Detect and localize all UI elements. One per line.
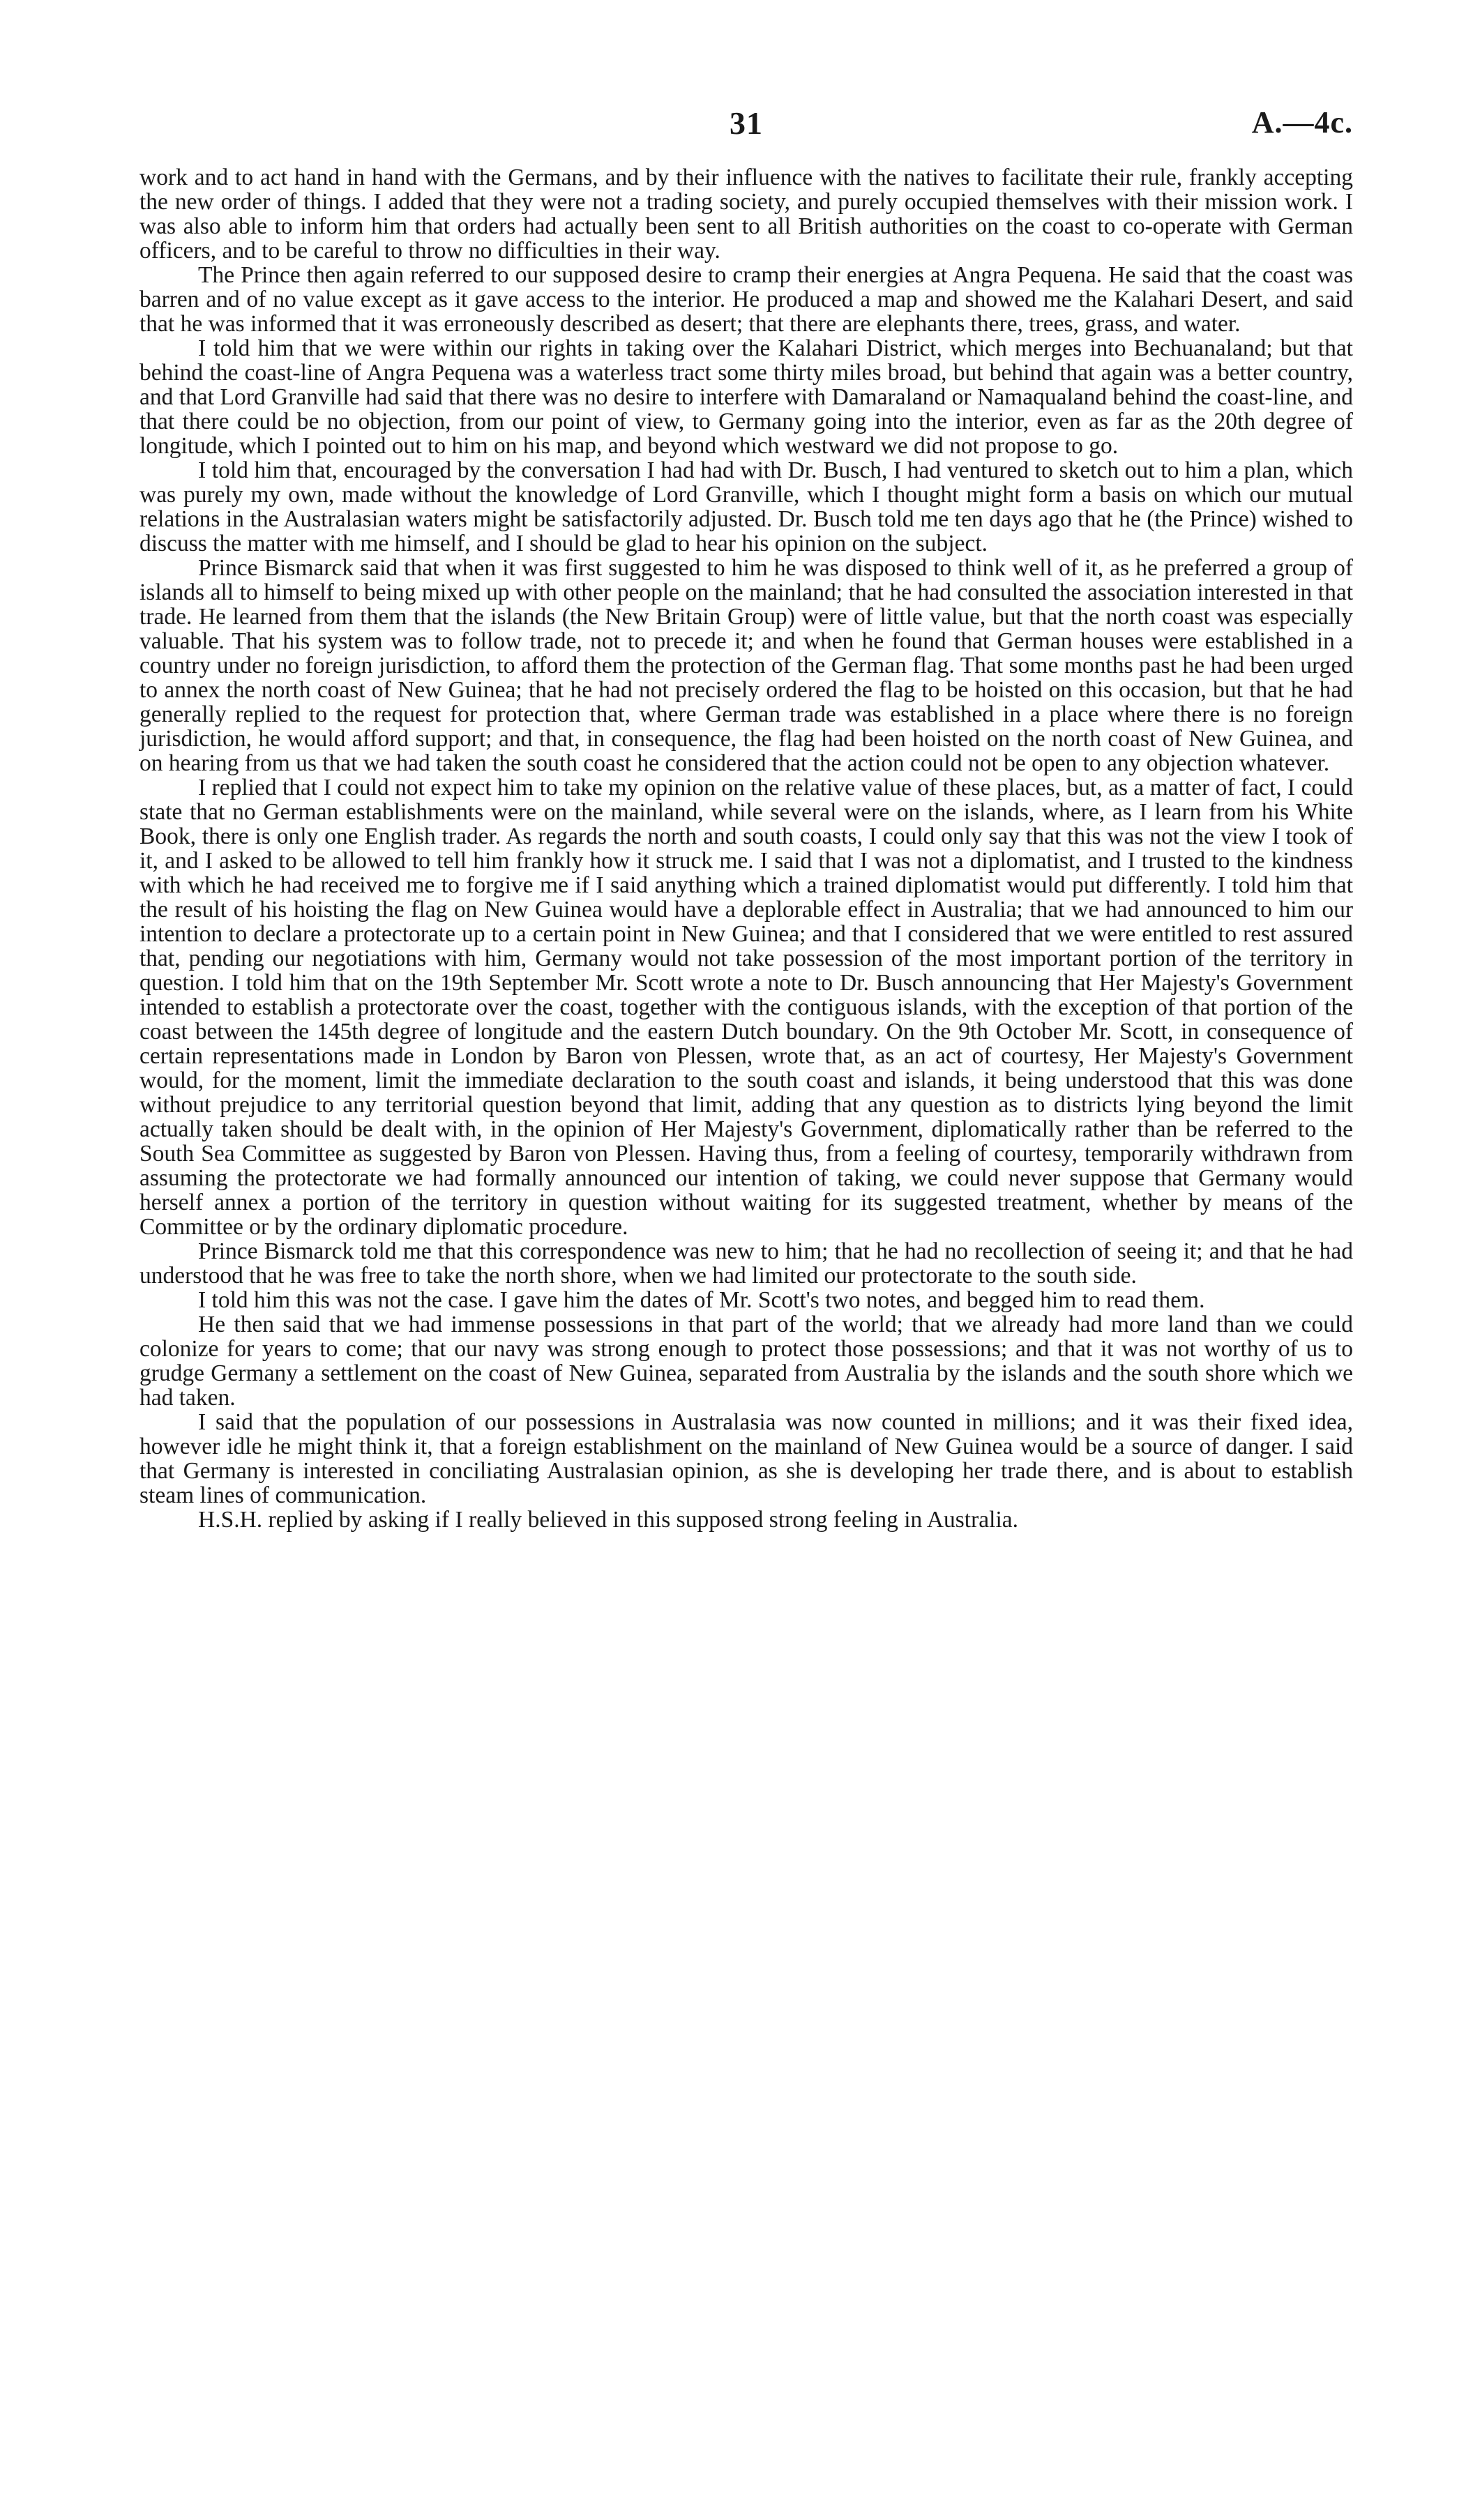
document-reference: A.—4c. <box>1251 105 1353 139</box>
paragraph-8: I told him this was not the case. I gave him the dates of Mr. Scott's two notes, and begged him to read them. <box>198 1287 1205 1313</box>
body-text <box>139 165 1353 1532</box>
paragraph-3: I told him that we were within our rights in taking over the Kalahari District, which merges into Bechuanaland; but that behind the coast-line of Angra Pequena was a waterless tract some thirty miles broad, but behind that again was a better country, and that Lord Granville had said that there was no desire to interfere with Damaraland or Namaqualand behind the coast-line, and that there could be no objection, from our point of view, to Germany going into the interior, even as far as the 20th degree of longitude, which I pointed out to him on his map, and beyond which westward we did not propose to go. <box>139 335 1353 459</box>
paragraph-4: I told him that, encouraged by the conversation I had had with Dr. Busch, I had ventured to sketch out to him a plan, which was purely my own, made without the knowledge of Lord Granville, which I thought might form a basis on which our mutual relations in the Australasian waters might be satisfactorily adjusted. Dr. Busch told me ten days ago that he (the Prince) wished to discuss the matter with me himself, and I should be glad to hear his opinion on the subject. <box>139 457 1353 556</box>
page-header <box>139 105 1353 146</box>
paragraph-6: I replied that I could not expect him to take my opinion on the relative value of these places, but, as a matter of fact, I could state that no German establishments were on the mainland, while several were on the islands, where, as I learn from his White Book, there is only one English trader. As regards the north and south coasts, I could only say that this was not the view I took of it, and I asked to be allowed to tell him frankly how it struck me. I said that I was not a diplomatist, and I trusted to the kindness with which he had received me to forgive me if I said anything which a trained diplomatist would put differently. I told him that the result of his hoisting the flag on New Guinea would have a deplorable effect in Australia; that we had announced to him our intention to declare a protectorate up to a certain point in New Guinea; and that I considered that we were entitled to rest assured that, pending our negotiations with him, Germany would not take possession of the most important portion of the territory in question. I told him that on the 19th September Mr. Scott wrote a note to Dr. Busch announcing that Her Majesty's Government intended to establish a protectorate over the coast, together with the contiguous islands, with the exception of that portion of the coast between the 145th degree of longitude and the eastern Dutch boundary. On the 9th October Mr. Scott, in consequence of certain representations made in London by Baron von Plessen, wrote that, as an act of courtesy, Her Majesty's Government would, for the moment, limit the immediate declaration to the south coast and islands, it being understood that this was done without prejudice to any territorial question beyond that limit, adding that any question as to districts lying beyond the limit actually taken should be dealt with, in the opinion of Her Majesty's Government, diplomatically rather than be referred to the South Sea Committee as suggested by Baron von Plessen. Having thus, from a feeling of courtesy, temporarily withdrawn from assuming the protectorate we had formally announced our intention of taking, we could never suppose that Germany would herself annex a portion of the territory in question without waiting for its suggested treatment, whether by means of the Committee or by the ordinary diplomatic procedure. <box>139 775 1353 1240</box>
page-number: 31 <box>730 105 763 141</box>
paragraph-11: H.S.H. replied by asking if I really believed in this supposed strong feeling in Australia. <box>198 1507 1019 1533</box>
paragraph-9: He then said that we had immense possessions in that part of the world; that we already had more land than we could colonize for years to come; that our navy was strong enough to protect those possessions; and that it was not worthy of us to grudge Germany a settlement on the coast of New Guinea, separated from Australia by the islands and the south shore which we had taken. <box>139 1312 1353 1411</box>
paragraph-5: Prince Bismarck said that when it was first suggested to him he was disposed to think well of it, as he preferred a group of islands all to himself to being mixed up with other people on the mainland; that he had consulted the association interested in that trade. He learned from them that the islands (the New Britain Group) were of little value, but that the north coast was especially valuable. That his system was to follow trade, not to precede it; and when he found that German houses were established in a country under no foreign jurisdiction, to afford them the protection of the German flag. That some months past he had been urged to annex the north coast of New Guinea; that he had not precisely ordered the flag to be hoisted on this occasion, but that he had generally replied to the request for protection that, where German trade was established in a place where there is no foreign jurisdiction, he would afford support; and that, in consequence, the flag had been hoisted on the north coast of New Guinea, and on hearing from us that we had taken the south coast he considered that the action could not be open to any objection whatever. <box>139 555 1353 776</box>
paragraph-1: work and to act hand in hand with the Germans, and by their influence with the natives to facilitate their rule, frankly accepting the new order of things. I added that they were not a trading society, and purely occupied themselves with their mission work. I was also able to inform him that orders had actually been sent to all British authorities on the coast to co-operate with German officers, and to be careful to throw no difficulties in their way. <box>139 165 1353 264</box>
paragraph-7: Prince Bismarck told me that this correspondence was new to him; that he had no recollection of seeing it; and that he had understood that he was free to take the north shore, when we had limited our protectorate to the south side. <box>139 1238 1353 1289</box>
paragraph-2: The Prince then again referred to our supposed desire to cramp their energies at Angra Pequena. He said that the coast was barren and of no value except as it gave access to the interior. He produced a map and showed me the Kalahari Desert, and said that he was informed that it was erroneously described as desert; that there are elephants there, trees, grass, and water. <box>139 262 1353 337</box>
paragraph-10: I said that the population of our possessions in Australasia was now counted in millions; and it was their fixed idea, however idle he might think it, that a foreign establishment on the mainland of New Guinea would be a source of danger. I said that Germany is interested in conciliating Australasian opinion, as she is developing her trade there, and is about to establish steam lines of communication. <box>139 1409 1353 1508</box>
